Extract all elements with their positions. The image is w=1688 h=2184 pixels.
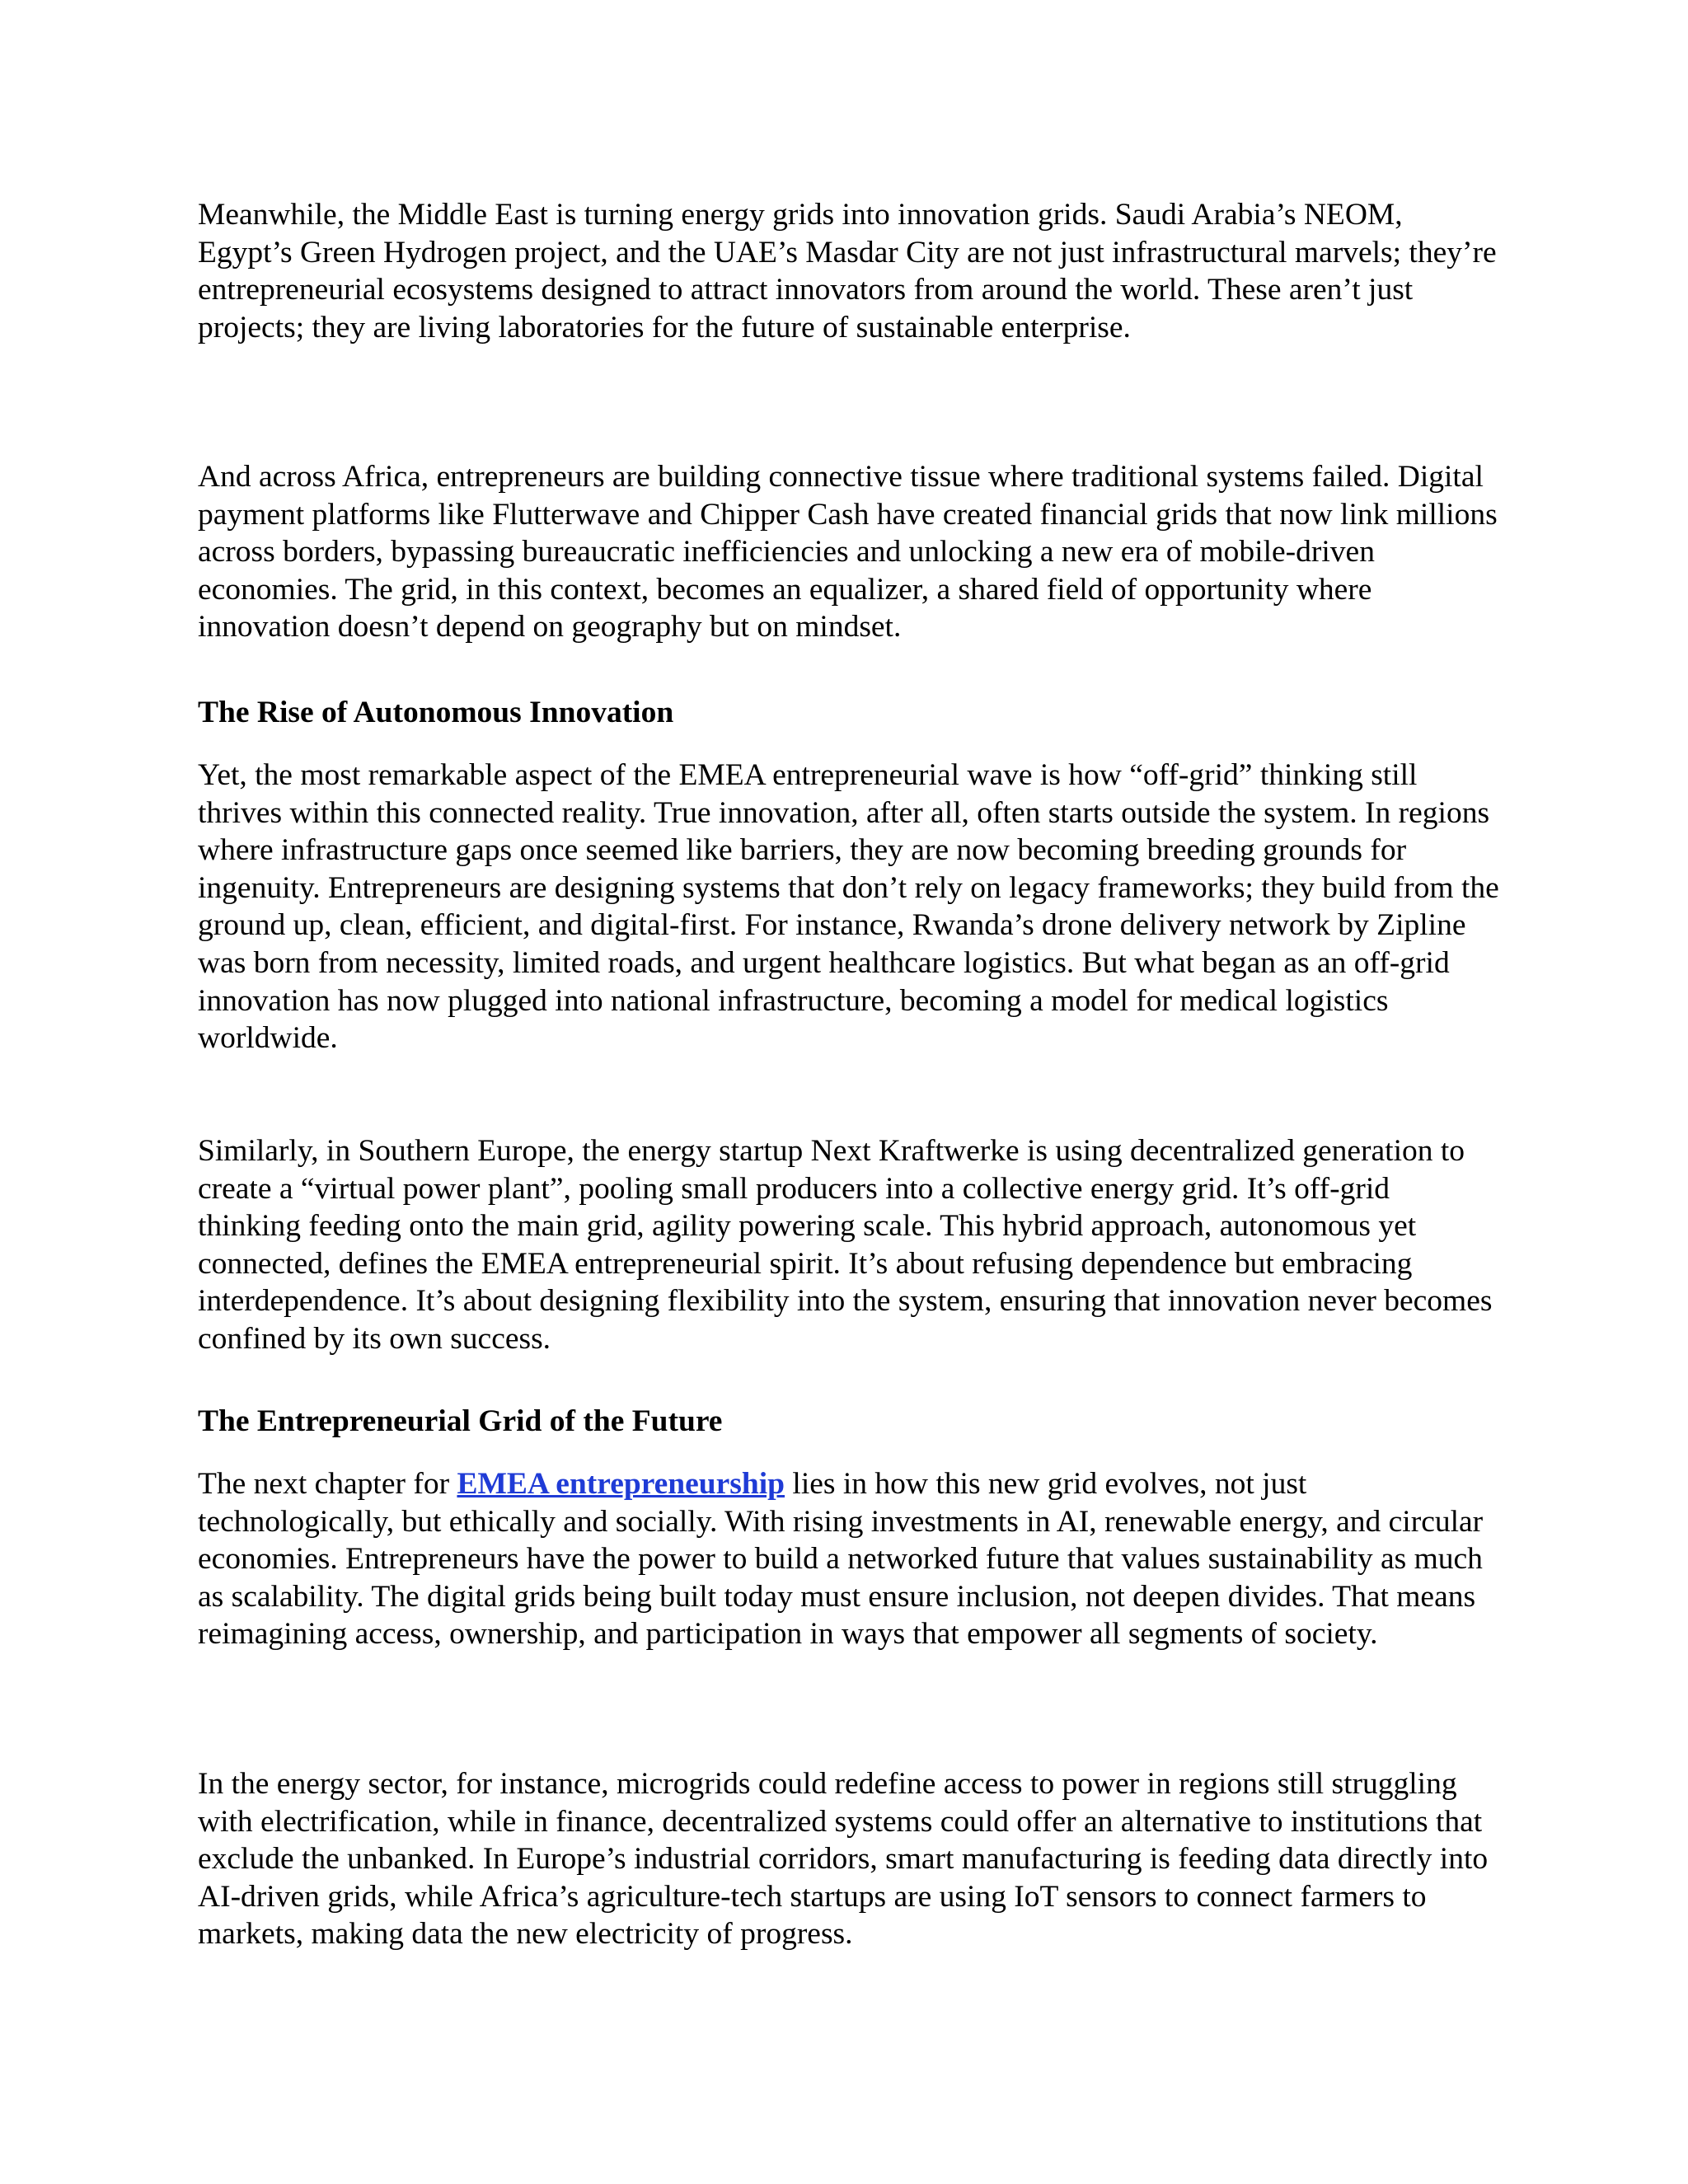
heading-grid-of-future: The Entrepreneurial Grid of the Future	[198, 1404, 723, 1438]
paragraph-off-grid-thinking: Yet, the most remarkable aspect of the EMEA entrepreneurial wave is how “off-grid” thinking still thrives within this connected reality. True innovation, after all, often starts outside the system. In regions where infrastructure gaps once seemed like barriers, they are now becoming breeding grounds for ingenuity. Entrepreneurs are designing systems that don’t rely on legacy frameworks; they build from the ground up, clean, efficient, and digital-first. For instance, Rwanda’s drone delivery network by Zipline was born from necessity, limited roads, and urgent healthcare logistics. But what began as an off-grid innovation has now plugged into national infrastructure, becoming a model for medical logistics worldwide.	[198, 758, 1499, 1056]
paragraph-next-chapter-lead: The next chapter for	[198, 1467, 457, 1501]
heading-autonomous-innovation: The Rise of Autonomous Innovation	[198, 696, 674, 729]
emea-entrepreneurship-link[interactable]: EMEA entrepreneurship	[457, 1467, 785, 1501]
paragraph-africa: And across Africa, entrepreneurs are building connective tissue where traditional systems failed. Digital payment platforms like Flutterwave and Chipper Cash have created financial grids that now link millions across borders, bypassing bureaucratic inefficiencies and unlocking a new era of mobile-driven economies. The grid, in this context, becomes an equalizer, a shared field of opportunity where innovation doesn’t depend on geography but on mindset.	[198, 460, 1498, 644]
paragraph-next-chapter	[198, 1465, 1500, 1653]
paragraph-middle-east: Meanwhile, the Middle East is turning energy grids into innovation grids. Saudi Arabia’s NEOM, Egypt’s Green Hydrogen project, and the UAE’s Masdar City are not just infrastructural marvels; they’re entrepreneurial ecosystems designed to attract innovators from around the world. These aren’t just projects; they are living laboratories for the future of sustainable enterprise.	[198, 198, 1497, 344]
paragraph-next-chapter-rest: lies in how this new grid evolves, not just technologically, but ethically and socially. With rising investments in AI, renewable energy, and circular economies. Entrepreneurs have the power to build a networked future that values sustainability as much as scalability. The digital grids being built today must ensure inclusion, not deepen divides. That means reimagining access, ownership, and participation in ways that empower all segments of society.	[198, 1467, 1484, 1652]
paragraph-southern-europe: Similarly, in Southern Europe, the energy startup Next Kraftwerke is using decentralized generation to create a “virtual power plant”, pooling small producers into a collective energy grid. It’s off-grid thinking feeding onto the main grid, agility powering scale. This hybrid approach, autonomous yet connected, defines the EMEA entrepreneurial spirit. It’s about refusing dependence but embracing interdependence. It’s about designing flexibility into the system, ensuring that innovation never becomes confined by its own success.	[198, 1134, 1493, 1356]
paragraph-energy-sector: In the energy sector, for instance, microgrids could redefine access to power in regions still struggling with electrification, while in finance, decentralized systems could offer an alternative to institutions that exclude the unbanked. In Europe’s industrial corridors, smart manufacturing is feeding data directly into AI-driven grids, while Africa’s agriculture-tech startups are using IoT sensors to connect farmers to markets, making data the new electricity of progress.	[198, 1767, 1489, 1952]
